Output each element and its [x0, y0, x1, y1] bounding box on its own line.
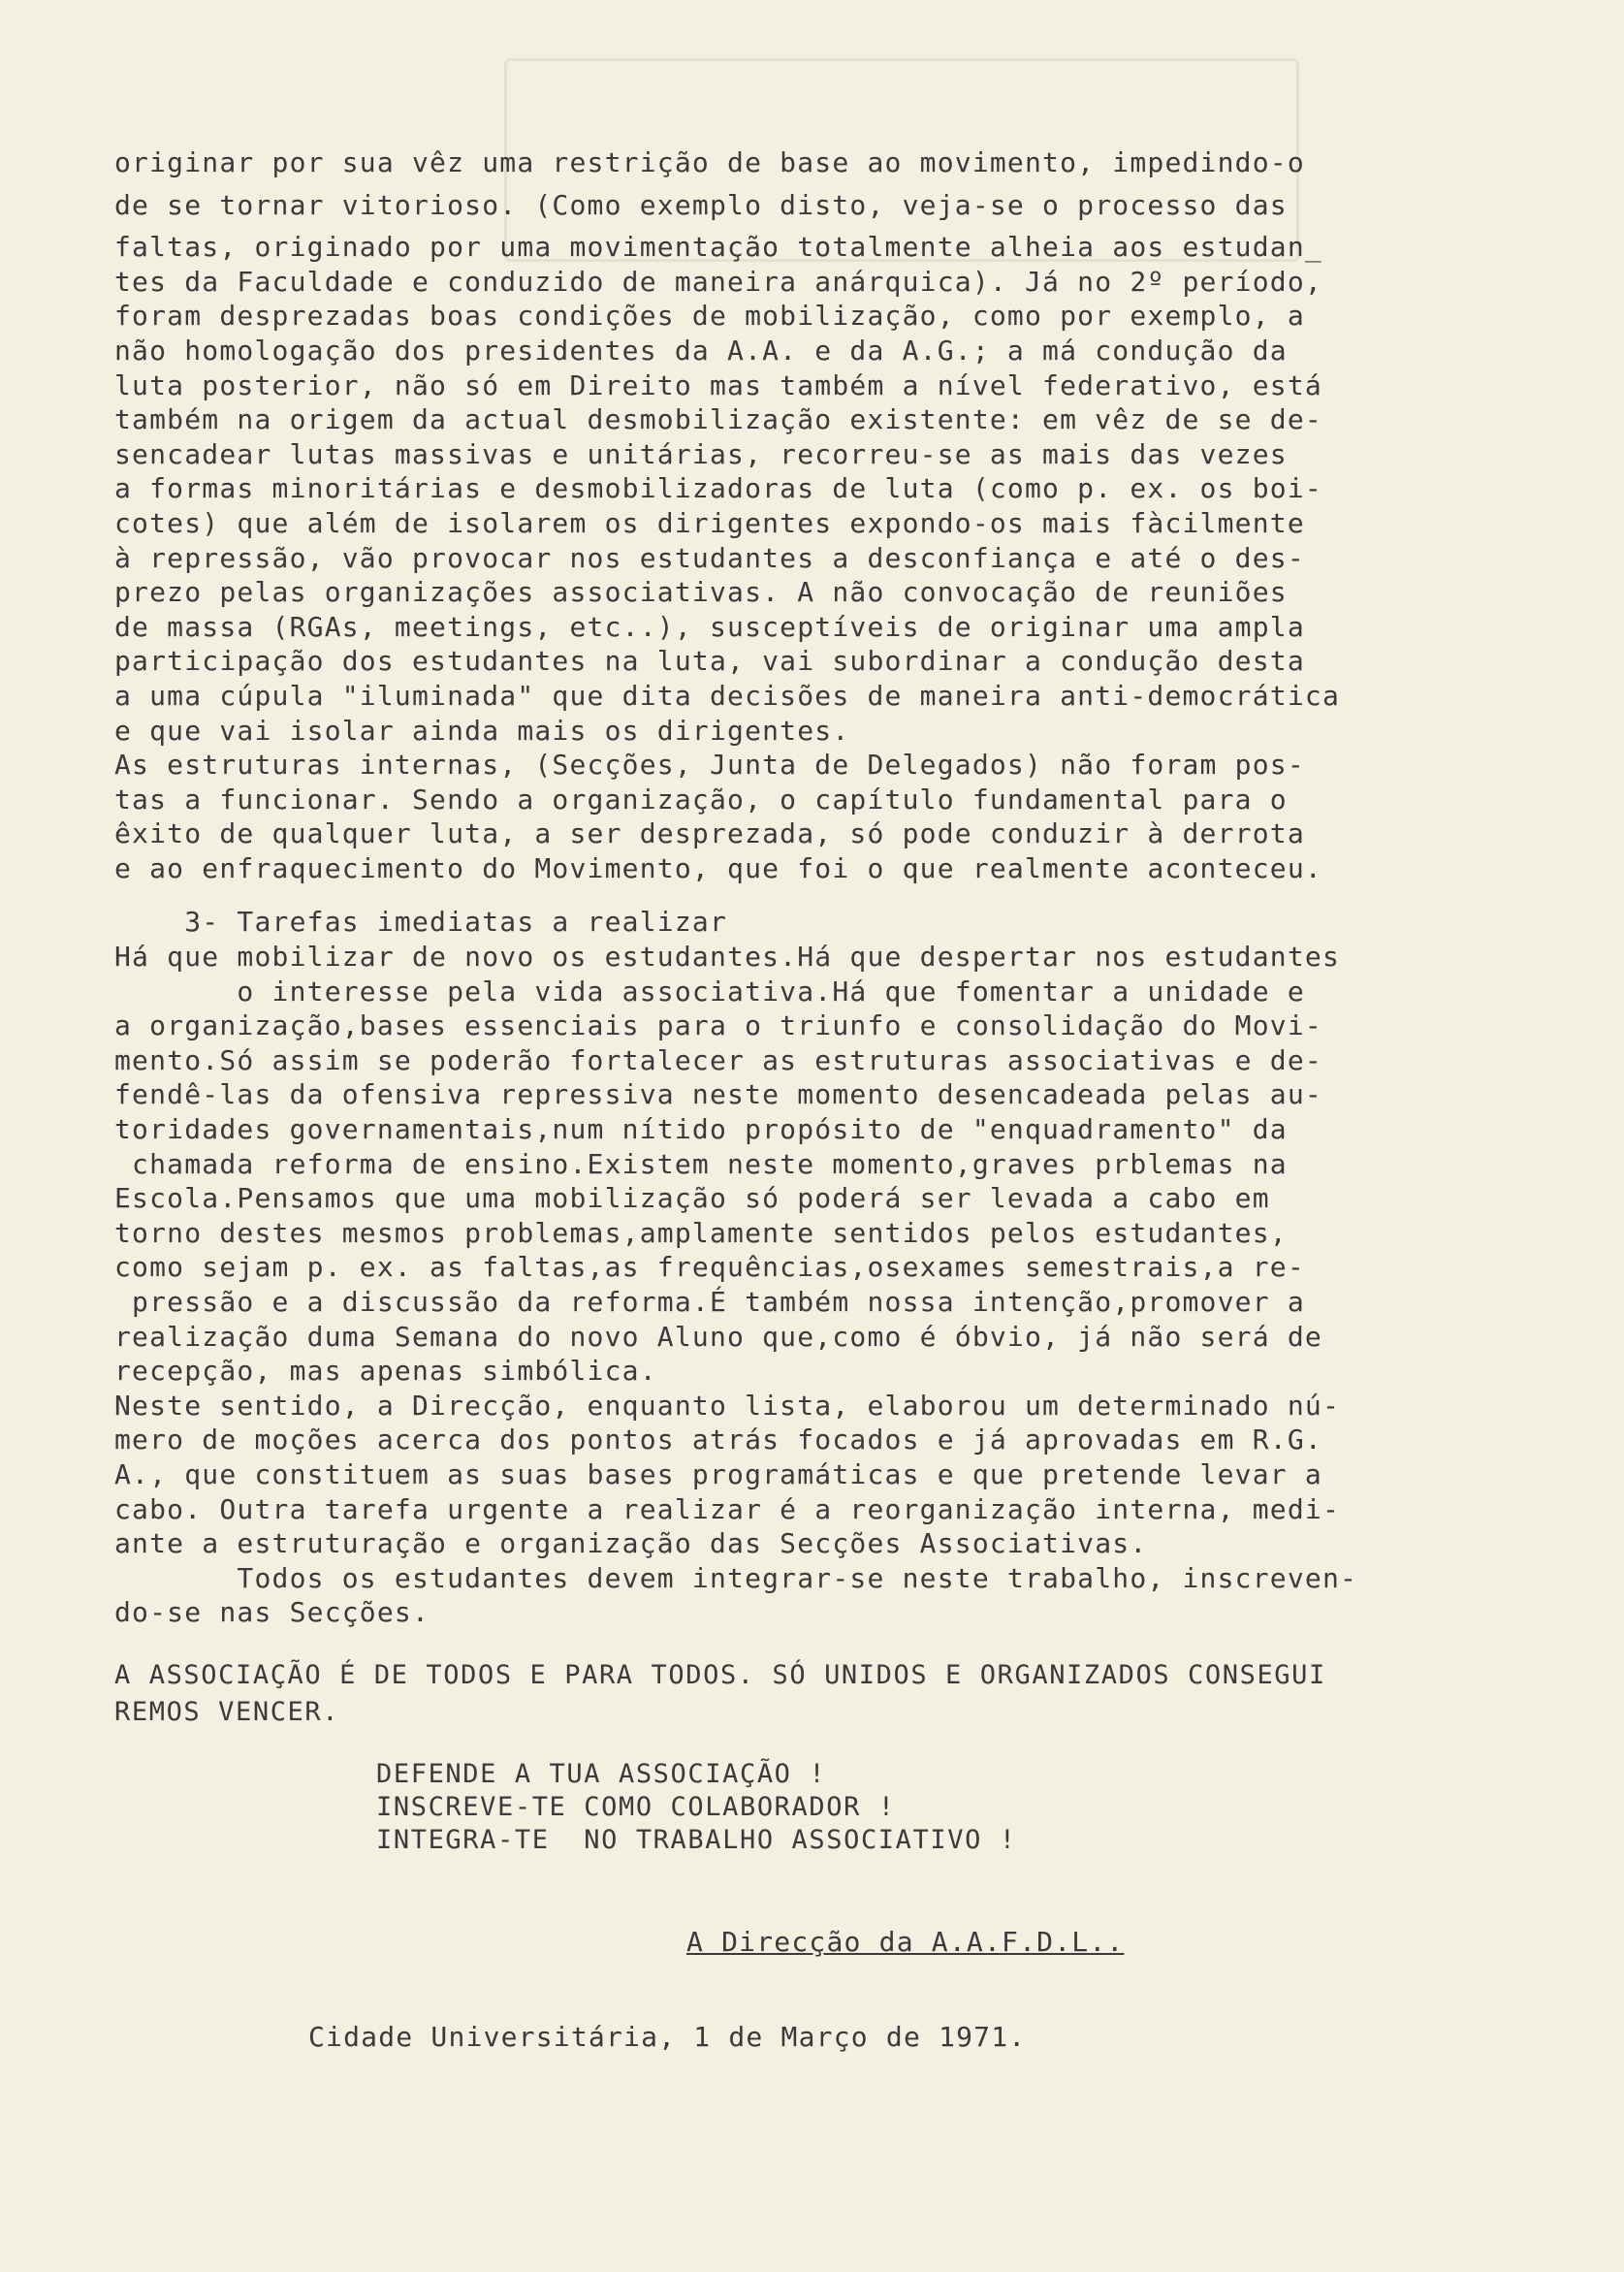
- body-line: participação dos estudantes na luta, vai subordinar a condução desta: [114, 645, 1305, 678]
- section-line: fendê-las da ofensiva repressiva neste momento desencadeada pelas au-: [114, 1078, 1322, 1111]
- section-heading: 3- Tarefas imediatas a realizar: [114, 906, 728, 939]
- body-line: sencadear lutas massivas e unitárias, recorreu-se as mais das vezes: [114, 437, 1288, 470]
- date-line: [308, 2020, 1511, 2055]
- body-line: luta posterior, não só em Direito mas também a nível federativo, está: [114, 368, 1322, 401]
- section-line: do-se nas Secções.: [114, 1596, 430, 1629]
- section-line: pressão e a discussão da reforma.É também nossa intenção,promover a: [114, 1286, 1305, 1318]
- body-line: a formas minoritárias e desmobilizadoras de luta (como p. ex. os boi-: [114, 472, 1322, 505]
- document-text: [114, 145, 1511, 2054]
- section-line: ante a estruturação e organização das Secções Associativas.: [114, 1527, 1148, 1560]
- section-line: mento.Só assim se poderão fortalecer as estruturas associativas e de-: [114, 1043, 1322, 1076]
- section-line: o interesse pela vida associativa.Há que fomentar a unidade e: [114, 975, 1305, 1008]
- body-line: à repressão, vão provocar nos estudantes a desconfiança e até o des-: [114, 541, 1305, 574]
- section-line: Neste sentido, a Direcção, enquanto lista, elaborou um determinado nú-: [114, 1389, 1341, 1422]
- body-line: de massa (RGAs, meetings, etc..), susceptíveis de originar uma ampla: [114, 610, 1305, 643]
- section-3: [114, 905, 1511, 1629]
- section-line: Há que mobilizar de novo os estudantes.Há que despertar nos estudantes: [114, 941, 1341, 974]
- body-line: não homologação dos presidentes da A.A. e da A.G.; a má condução da: [114, 334, 1288, 367]
- body-line: e que vai isolar ainda mais os dirigentes.: [114, 714, 850, 747]
- section-line: recepção, mas apenas simbólica.: [114, 1355, 657, 1388]
- slogan-line: REMOS VENCER.: [114, 1696, 340, 1727]
- section-line: Escola.Pensamos que uma mobilização só poderá ser levada a cabo em: [114, 1182, 1270, 1215]
- motto-line: INSCREVE-TE COMO COLABORADOR !: [376, 1791, 896, 1822]
- section-line: a organização,bases essenciais para o triunfo e consolidação do Movi-: [114, 1009, 1322, 1042]
- motto-line: DEFENDE A TUA ASSOCIAÇÃO !: [376, 1758, 827, 1789]
- section-line: como sejam p. ex. as faltas,as frequências,osexames semestrais,a re-: [114, 1251, 1305, 1284]
- body-line: e ao enfraquecimento do Movimento, que foi o que realmente aconteceu.: [114, 851, 1322, 884]
- body-line: cotes) que além de isolarem os dirigentes expondo-os mais fàcilmente: [114, 506, 1305, 539]
- date-text: Cidade Universitária, 1 de Março de 1971.: [308, 2020, 1027, 2053]
- body-line: foram desprezadas boas condições de mobilização, como por exemplo, a: [114, 300, 1305, 333]
- section-line: cabo. Outra tarefa urgente a realizar é a reorganização interna, medi-: [114, 1492, 1341, 1525]
- section-line: torno destes mesmos problemas,amplamente sentidos pelos estudantes,: [114, 1216, 1288, 1249]
- section-line: A., que constituem as suas bases programáticas e que pretende levar a: [114, 1457, 1322, 1490]
- body-line: também na origem da actual desmobilização existente: em vêz de se de-: [114, 403, 1322, 436]
- section-line: realização duma Semana do novo Aluno que,como é óbvio, já não será de: [114, 1320, 1322, 1353]
- body-line: tas a funcionar. Sendo a organização, o capítulo fundamental para o: [114, 783, 1288, 816]
- signature: [686, 1925, 1511, 1960]
- section-line: mero de moções acerca dos pontos atrás focados e já aprovadas em R.G.: [114, 1424, 1322, 1456]
- section-line: Todos os estudantes devem integrar-se neste trabalho, inscreven-: [114, 1561, 1358, 1594]
- motto-block: [376, 1758, 1511, 1857]
- body-line: êxito de qualquer luta, a ser desprezada, só pode conduzir à derrota: [114, 817, 1305, 850]
- body-line: faltas, originado por uma movimentação totalmente alheia aos estudan_: [114, 231, 1322, 264]
- signature-text: A Direcção da A.A.F.D.L..: [686, 1925, 1125, 1958]
- closing-slogan: [114, 1657, 1511, 1731]
- body-line: originar por sua vêz uma restrição de base ao movimento, impedindo-o: [114, 146, 1305, 178]
- body-line: As estruturas internas, (Secções, Junta de Delegados) não foram pos-: [114, 749, 1305, 782]
- body-paragraphs: [114, 145, 1511, 885]
- slogan-line: A ASSOCIAÇÃO É DE TODOS E PARA TODOS. SÓ UNIDOS E ORGANIZADOS CONSEGUI: [114, 1659, 1326, 1690]
- body-line: de se tornar vitorioso. (Como exemplo disto, veja-se o processo das: [114, 188, 1288, 221]
- body-line: a uma cúpula "iluminada" que dita decisões de maneira anti-democrática: [114, 679, 1341, 712]
- section-line: chamada reforma de ensino.Existem neste momento,graves prblemas na: [114, 1147, 1288, 1180]
- body-line: prezo pelas organizações associativas. A não convocação de reuniões: [114, 576, 1288, 609]
- section-line: toridades governamentais,num nítido propósito de "enquadramento" da: [114, 1113, 1288, 1146]
- body-line: tes da Faculdade e conduzido de maneira anárquica). Já no 2º período,: [114, 265, 1322, 298]
- motto-line: INTEGRA-TE NO TRABALHO ASSOCIATIVO !: [376, 1824, 1017, 1855]
